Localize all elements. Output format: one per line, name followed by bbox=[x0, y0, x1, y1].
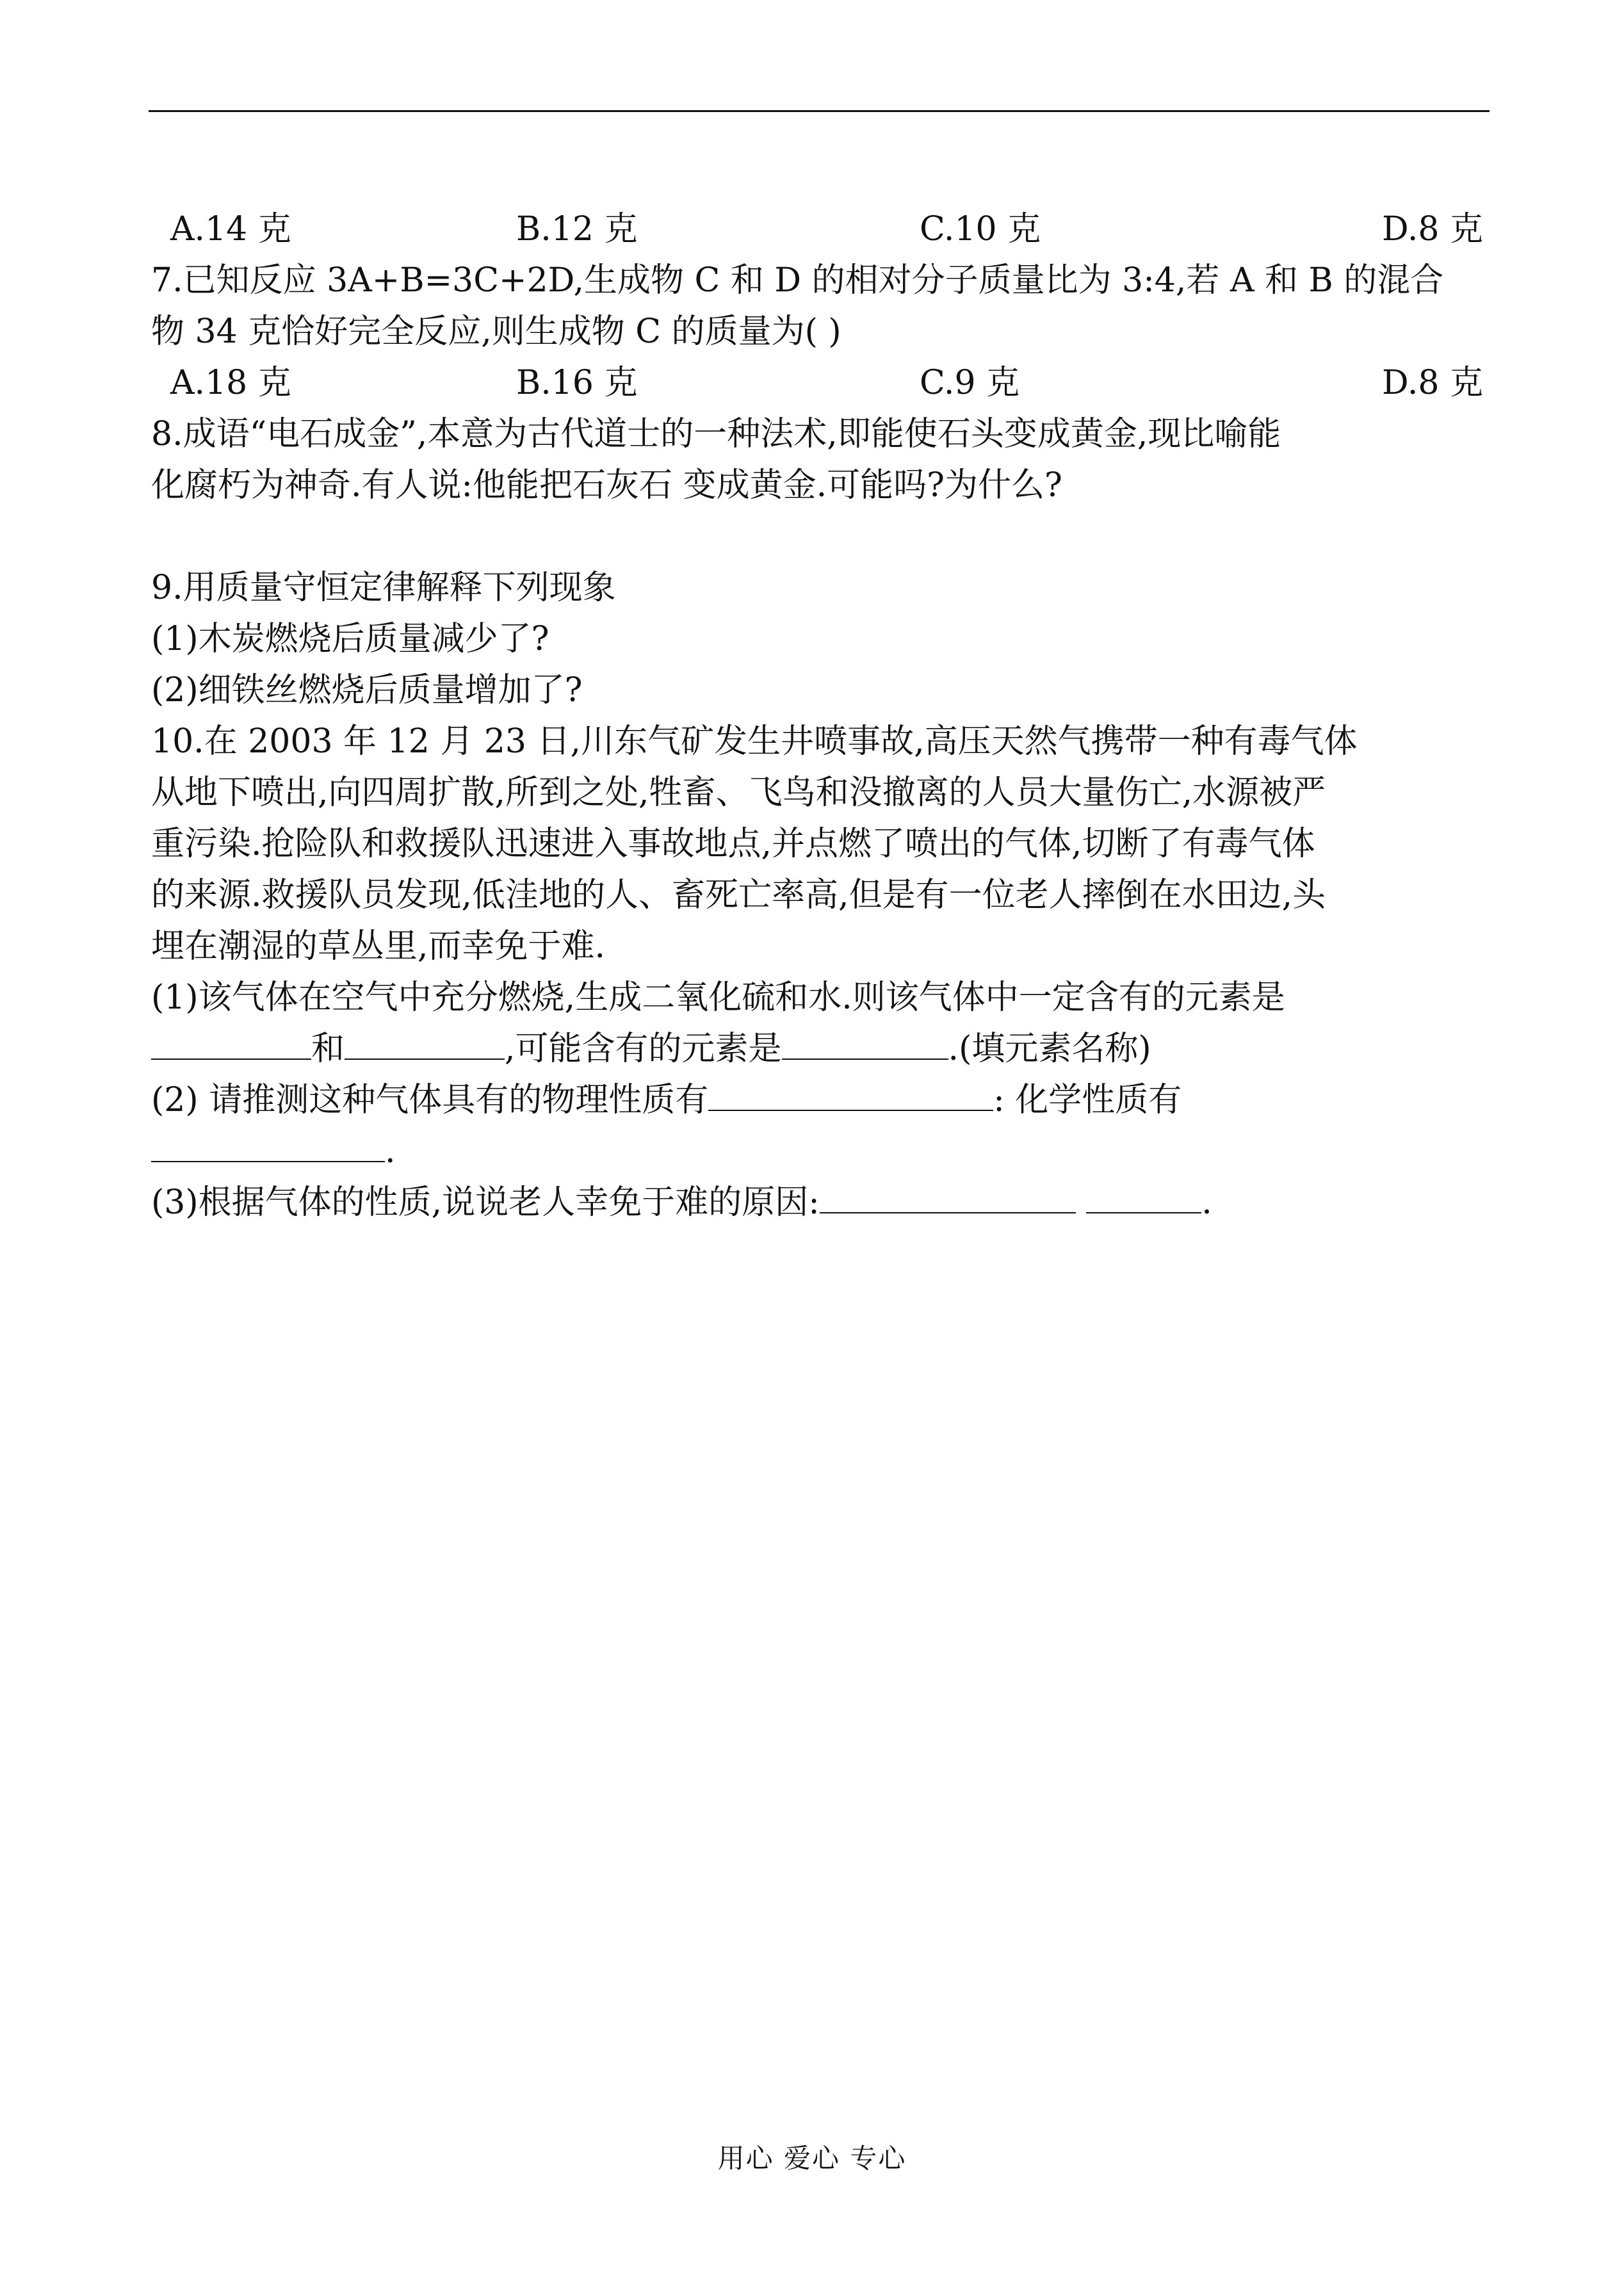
q10-line-2: 从地下喷出,向四周扩散,所到之处,牲畜、飞鸟和没撤离的人员大量伤亡,水源被严 bbox=[151, 774, 1326, 812]
period-text: . bbox=[385, 1132, 396, 1171]
q7-line-1: 7.已知反应 3A+B=3C+2D,生成物 C 和 D 的相对分子质量比为 3:4,若 A 和 B 的混合 bbox=[151, 261, 1444, 300]
q9-sub-1: (1)木炭燃烧后质量减少了? bbox=[151, 620, 549, 658]
question-content bbox=[151, 204, 1483, 1228]
q9-sub-2: (2)细铁丝燃烧后质量增加了? bbox=[151, 671, 583, 710]
q6-options bbox=[151, 204, 1483, 255]
answer-blank-element-1[interactable] bbox=[151, 1025, 311, 1060]
q10-part-1-line-1: (1)该气体在空气中充分燃烧,生成二氧化硫和水.则该气体中一定含有的元素是 bbox=[151, 978, 1285, 1017]
spacer bbox=[151, 511, 1483, 562]
answer-blank-reason-2[interactable] bbox=[1086, 1179, 1201, 1213]
fill-hint-text: .(填元素名称) bbox=[948, 1030, 1151, 1068]
possible-elements-text: ,可能含有的元素是 bbox=[505, 1030, 782, 1068]
answer-blank-reason-1[interactable] bbox=[820, 1179, 1076, 1213]
q9-title: 9.用质量守恒定律解释下列现象 bbox=[151, 569, 616, 607]
q7-line-2: 物 34 克恰好完全反应,则生成物 C 的质量为( ) bbox=[151, 312, 841, 351]
reason-prompt: (3)根据气体的性质,说说老人幸免于难的原因: bbox=[151, 1183, 820, 1222]
q10-line-5: 埋在潮湿的草丛里,而幸免于难. bbox=[151, 927, 606, 966]
q10-line-4: 的来源.救援队员发现,低洼地的人、畜死亡率高,但是有一位老人摔倒在水田边,头 bbox=[151, 876, 1326, 914]
q8-line-1: 8.成语“电石成金”,本意为古代道士的一种法术,即能使石头变成黄金,现比喻能 bbox=[151, 415, 1281, 453]
answer-blank-possible-element[interactable] bbox=[782, 1025, 948, 1060]
q7-option-b: B.16 克 bbox=[516, 364, 638, 402]
q10-line-3: 重污染.抢险队和救援队迅速进入事故地点,并点燃了喷出的气体,切断了有毒气体 bbox=[151, 825, 1315, 863]
q7-option-c: C.9 克 bbox=[920, 364, 1020, 402]
q8-line-2: 化腐朽为神奇.有人说:他能把石灰石 变成黄金.可能吗?为什么? bbox=[151, 466, 1062, 505]
physical-property-prompt: (2) 请推测这种气体具有的物理性质有 bbox=[151, 1081, 709, 1119]
answer-blank-physical-property[interactable] bbox=[708, 1076, 993, 1111]
q10-part-3 bbox=[151, 1177, 1483, 1228]
header-rule bbox=[149, 110, 1490, 112]
period-text: . bbox=[1201, 1183, 1212, 1222]
q10-part-1-line-2 bbox=[151, 1023, 1483, 1075]
q10-line-1: 10.在 2003 年 12 月 23 日,川东气矿发生井喷事故,高压天然气携带一种有毒气体 bbox=[151, 722, 1358, 761]
q10-part-2-line-2 bbox=[151, 1126, 1483, 1177]
chemical-property-prompt: : 化学性质有 bbox=[993, 1081, 1182, 1119]
and-text: 和 bbox=[311, 1030, 345, 1068]
q6-option-d: D.8 克 bbox=[1382, 210, 1483, 248]
q7-option-a: A.18 克 bbox=[170, 364, 291, 402]
q10-part-2-line-1 bbox=[151, 1075, 1483, 1126]
answer-blank-element-2[interactable] bbox=[345, 1025, 505, 1060]
q6-option-b: B.12 克 bbox=[516, 210, 638, 248]
q6-option-c: C.10 克 bbox=[920, 210, 1041, 248]
q6-option-a: A.14 克 bbox=[170, 210, 291, 248]
q7-option-d: D.8 克 bbox=[1382, 364, 1483, 402]
answer-blank-chemical-property[interactable] bbox=[151, 1128, 385, 1162]
page-footer: 用心 爱心 专心 bbox=[717, 2143, 907, 2174]
q7-options bbox=[151, 357, 1483, 409]
